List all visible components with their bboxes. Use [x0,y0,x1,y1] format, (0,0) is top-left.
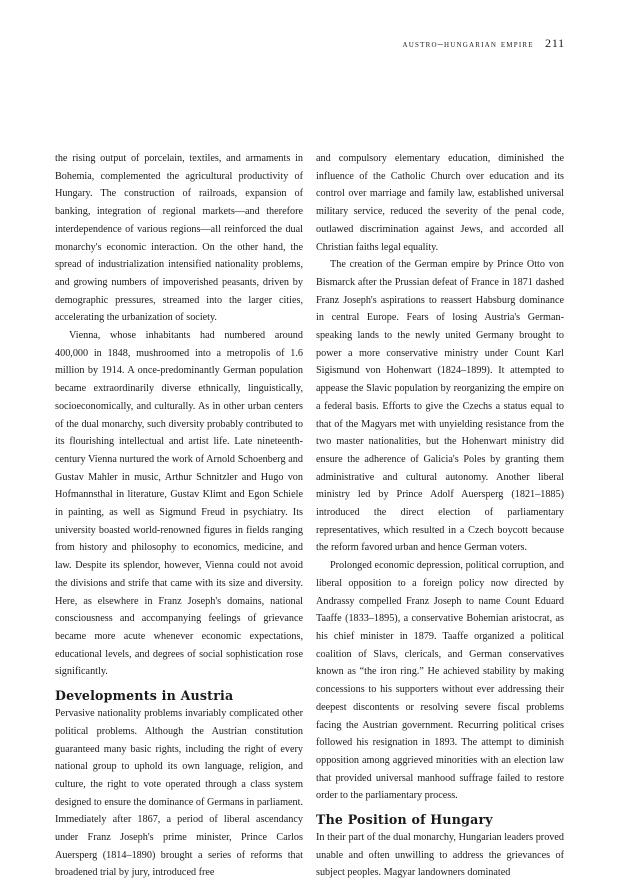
paragraph: Prolonged economic depression, political corruption, and liberal opposition to a foreign policy now directed by Andrassy compelled Franz Joseph to name Count Eduard Taaffe (1833–1895), a conservative Bohemian aristocrat, as his chief minister in 1879. Taaffe organized a political coalition of Slavs, clericals, and German conservatives known as “the iron ring.” He achieved stability by making concessions to his supporters without ever addressing their deepest discontents or resolving severe fiscal problems facing the Austrian government. Recurring political crises followed his resignation in 1893. The attempt to diminish opposition among aggrieved minorities with an election law that provided universal manhood suffrage failed to restore order to the parliamentary process. [316,560,564,802]
paragraph: and compulsory elementary education, diminished the influence of the Catholic Church over education and its control over marriage and family law, established universal military service, reduced the severity of the penal code, outlawed discrimination against Jews, and accorded all Christian faiths legal equality. [316,153,564,253]
paragraph: The creation of the German empire by Prince Otto von Bismarck after the Prussian defeat of France in 1871 dashed Franz Joseph's aspirations to reassert Habsburg dominance in central Europe. Fears of losing Austria's German-speaking lands to the newly united Germany brought to power a more conservative ministry under Count Karl Sigismund von Hohenwart (1824–1899). It attempted to appease the Slavic population by reorganizing the empire on a federal basis. Efforts to give the Czechs a status equal to that of the Magyars met with unyielding resistance from the two master nationalities, but the Hohenwart ministry did ensure the adherence of Galicia's Poles by granting them administrative and cultural autonomy. Another liberal ministry led by Prince Adolf Auersperg (1821–1885) introduced the direct election of parliamentary representatives, which resulted in a Czech boycott because the reform favored urban and hence German voters. [316,259,564,554]
running-head [403,36,565,51]
page-number: 211 [545,36,565,50]
right-column [316,150,564,882]
paragraph: In their part of the dual monarchy, Hungarian leaders proved unable and often unwilling to address the grievances of subject peoples. Magyar landowners dominated [316,832,564,879]
paragraph: Vienna, whose inhabitants had numbered around 400,000 in 1848, mushroomed into a metropolis of 1.6 million by 1914. A once-predominantly German population became extraordinarily diverse ethnically, linguistically, socioeconomically, and culturally. As in other urban centers of the dual monarchy, such diversity probably contributed to its flourishing intellectual and artist life. Late nineteenth-century Vienna nurtured the work of Arnold Schoenberg and Gustav Mahler in music, Arthur Schnitzler and Hugo von Hofmannsthal in literature, Gustav Klimt and Egon Schiele in painting, as well as Sigmund Freud in psychiatry. Its university boasted world-renowned figures in fields ranging from history and philosophy to economics, medicine, and law. Despite its splendor, however, Vienna could not avoid the divisions and strife that came with its size and diversity. Here, as elsewhere in Franz Joseph's domains, national consciousness and accompanying feelings of grievance became more acute whenever economic expectations, educational levels, and degrees of social sophistication rose significantly. [55,330,303,678]
section-heading: The Position of Hungary [316,812,493,828]
paragraph: the rising output of porcelain, textiles, and armaments in Bohemia, complemented the agricultural productivity of Hungary. The construction of railroads, expansion of banking, integration of regional markets—and therefore interdependence of various regions—all reinforced the dual monarchy's economic interaction. On the other hand, the spread of industrialization intensified nationality problems, and growing numbers of impoverished peasants, driven by demographic pressures, streamed into the larger cities, accelerating the urbanization of society. [55,153,303,324]
section-heading: Developments in Austria [55,688,234,704]
left-column [55,150,303,882]
running-head-title: austro–hungarian empire [402,39,534,50]
paragraph: Pervasive nationality problems invariably complicated other political problems. Although the Austrian constitution guaranteed many basic rights, including the right of every national group to uphold its own language, religion, and culture, the right to vote operated through a class system designed to ensure the dominance of Germans in parliament. Immediately after 1867, a period of liberal ascendancy under Franz Joseph's prime minister, Prince Carlos Auersperg (1814–1890) brought a series of reforms that broadened trial by jury, introduced free [55,708,303,879]
